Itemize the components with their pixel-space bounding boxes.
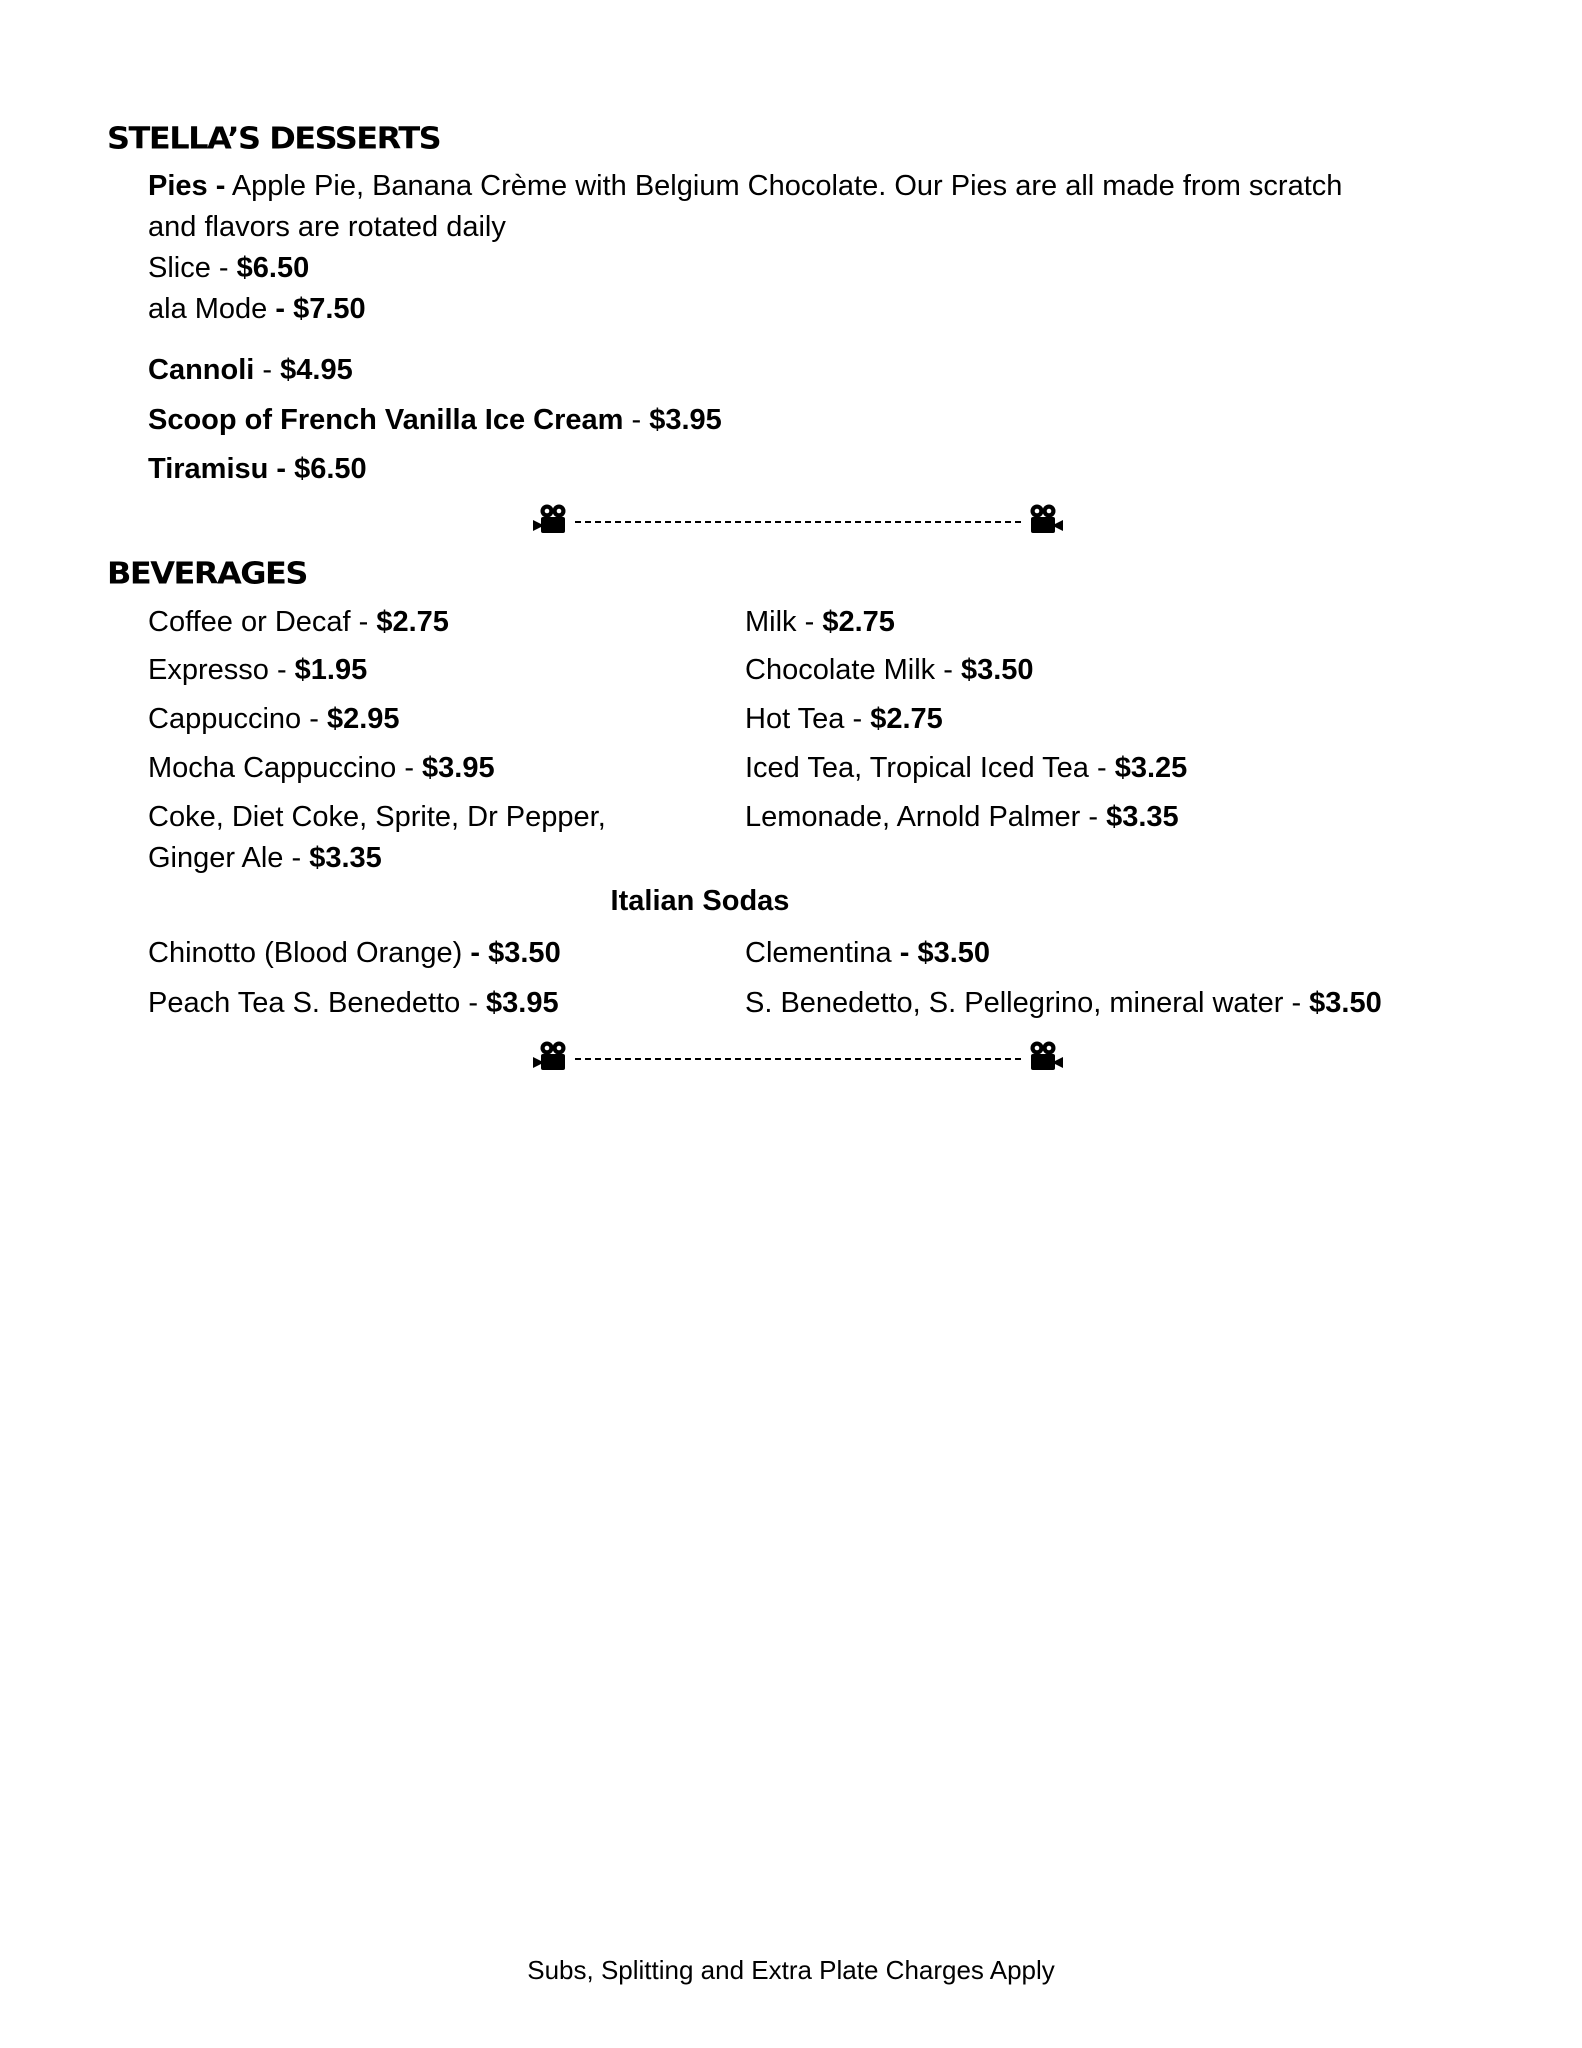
ice-cream-item xyxy=(148,400,722,441)
beverages-title: BEVERAGES xyxy=(107,555,307,592)
italian-sodas-heading: Italian Sodas xyxy=(610,885,790,917)
beverage-name: Expresso - xyxy=(148,654,295,686)
beverage-price: $3.25 xyxy=(1114,752,1188,784)
soft-drinks-price: $3.35 xyxy=(309,842,382,874)
beverage-price: $3.50 xyxy=(960,654,1034,686)
ice-cream-sep: - xyxy=(623,404,650,436)
cannoli-sep: - xyxy=(254,354,281,386)
beverage-item xyxy=(745,797,1179,838)
beverage-name: Coffee or Decaf - xyxy=(148,606,377,638)
pie-slice-label: Slice - xyxy=(148,252,237,284)
soft-drinks-names: Coke, Diet Coke, Sprite, Dr Pepper, xyxy=(148,801,606,833)
cannoli-price: $4.95 xyxy=(280,354,353,386)
footer-note: Subs, Splitting and Extra Plate Charges Apply xyxy=(527,1955,1055,1985)
movie-camera-icon xyxy=(533,503,573,537)
soft-drinks-item xyxy=(148,797,606,879)
section-divider xyxy=(533,1039,1063,1075)
soda-item xyxy=(745,933,990,974)
beverage-price: $3.35 xyxy=(1106,801,1179,833)
beverage-name: Chocolate Milk - xyxy=(745,654,961,686)
pie-alamode-price: - $7.50 xyxy=(275,293,366,325)
beverage-item xyxy=(148,650,367,691)
pie-slice-price: $6.50 xyxy=(236,252,310,284)
pies-item xyxy=(148,166,1438,330)
beverage-name: Mocha Cappuccino - xyxy=(148,752,423,784)
beverage-price: $2.75 xyxy=(822,606,895,638)
pies-description-1: Apple Pie, Banana Crème with Belgium Chocolate. Our Pies are all made from scratch xyxy=(225,170,1343,202)
desserts-title: STELLA’S DESSERTS xyxy=(107,120,441,157)
soda-item xyxy=(148,983,559,1024)
tiramisu-item: Tiramisu - $6.50 xyxy=(148,453,367,485)
beverage-item xyxy=(745,602,895,643)
soda-price: - $3.50 xyxy=(470,937,561,969)
beverage-price: $2.75 xyxy=(376,606,449,638)
cannoli-item xyxy=(148,350,353,391)
movie-camera-icon xyxy=(533,1040,573,1074)
soda-name: Chinotto (Blood Orange) xyxy=(148,937,471,969)
movie-camera-icon xyxy=(1023,503,1063,537)
beverage-item xyxy=(745,650,1034,691)
beverage-name: Hot Tea - xyxy=(745,703,871,735)
beverage-price: $2.95 xyxy=(326,703,400,735)
section-divider xyxy=(533,502,1063,538)
cannoli-name: Cannoli xyxy=(148,354,255,386)
soft-drinks-names-2: Ginger Ale - xyxy=(148,842,310,874)
beverage-price: $3.95 xyxy=(422,752,495,784)
soda-price: $3.95 xyxy=(486,987,559,1019)
beverage-price: $2.75 xyxy=(870,703,943,735)
beverage-item xyxy=(148,602,449,643)
soda-name: Peach Tea S. Benedetto - xyxy=(148,987,487,1019)
beverage-price: $1.95 xyxy=(294,654,368,686)
beverage-item xyxy=(745,699,943,740)
soda-item xyxy=(148,933,561,974)
beverage-item xyxy=(148,699,400,740)
movie-camera-icon xyxy=(1023,1040,1063,1074)
soda-price: - $3.50 xyxy=(899,937,991,969)
ice-cream-price: $3.95 xyxy=(649,404,722,436)
ice-cream-name: Scoop of French Vanilla Ice Cream xyxy=(148,404,624,436)
pie-alamode-label: ala Mode xyxy=(148,293,276,325)
beverage-name: Milk - xyxy=(745,606,823,638)
beverage-item xyxy=(148,748,495,789)
soda-price: $3.50 xyxy=(1309,987,1382,1019)
soda-item xyxy=(745,983,1382,1024)
beverage-name: Iced Tea, Tropical Iced Tea - xyxy=(745,752,1115,784)
beverage-item xyxy=(745,748,1187,789)
beverage-name: Cappuccino - xyxy=(148,703,327,735)
beverage-name: Lemonade, Arnold Palmer - xyxy=(745,801,1107,833)
pies-description-2: and flavors are rotated daily xyxy=(148,211,506,243)
soda-name: S. Benedetto, S. Pellegrino, mineral water - xyxy=(745,987,1310,1019)
pies-label: Pies - xyxy=(148,170,226,202)
soda-name: Clementina xyxy=(745,937,900,969)
